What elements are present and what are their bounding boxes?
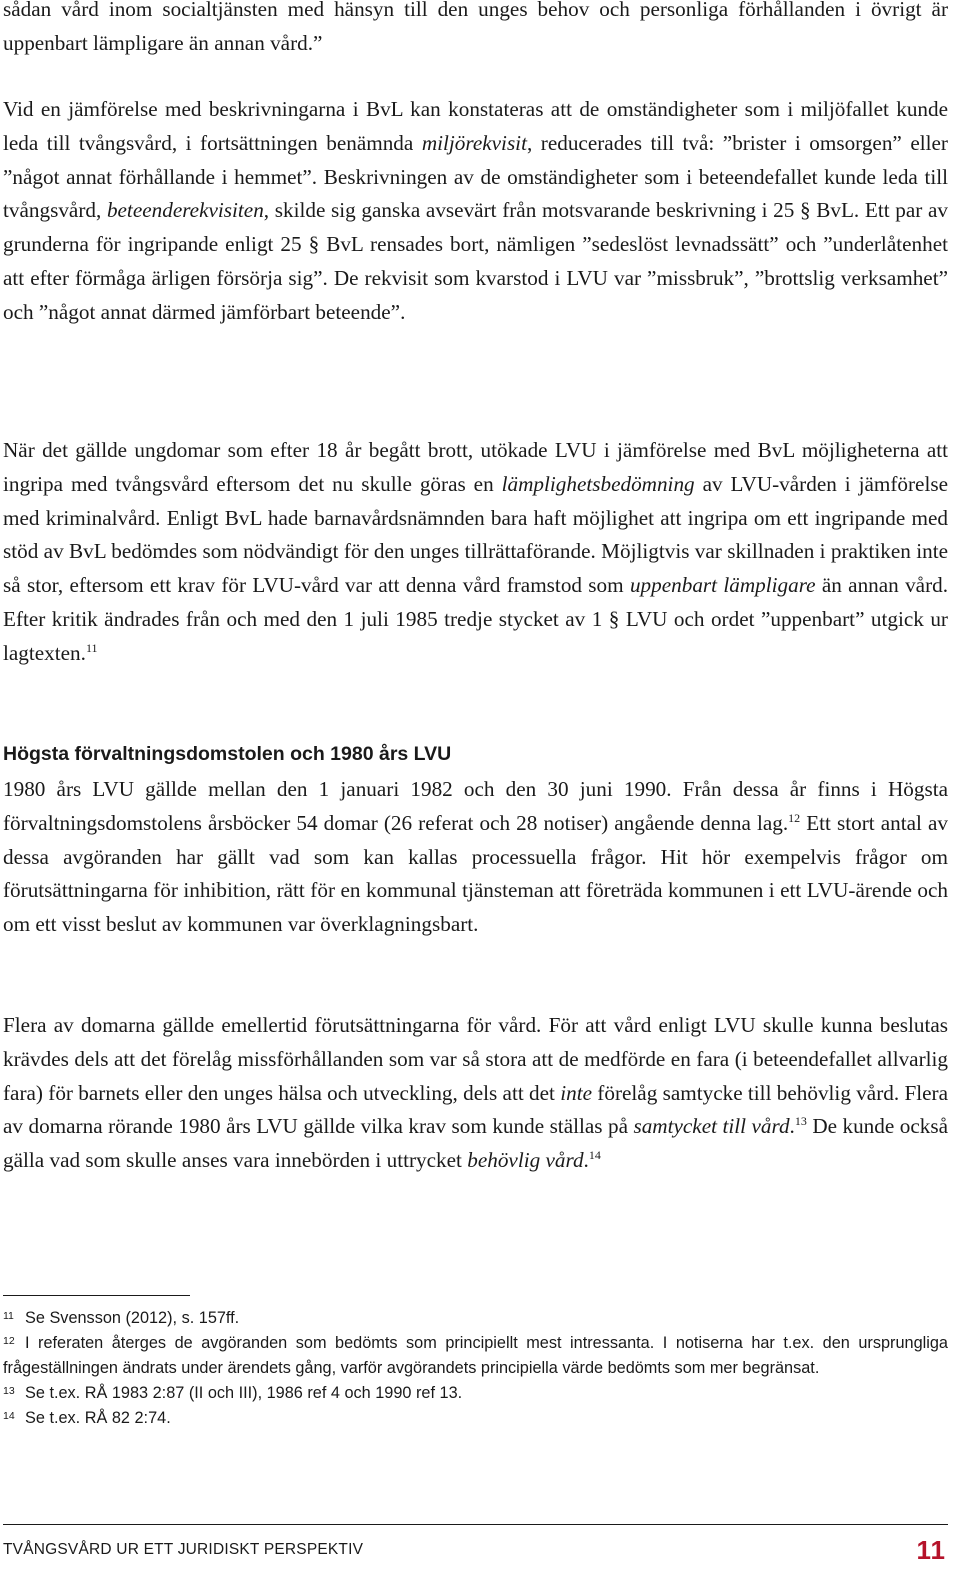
- paragraph-text: När det gällde ungdomar som efter 18 år begått brott, utökade LVU i jämförelse med BvL möjligheterna att ingripa med tvångsvård eftersom det nu skulle göras en: [3, 438, 948, 496]
- paragraph-text: förelåg samtycke till behövlig vård. Flera av domarna rörande 1980 års LVU gällde vilka krav som kunde ställas på: [3, 1080, 948, 1139]
- footnote-14: [3, 1406, 948, 1431]
- paragraph-text: än annan vård. Efter kritik ändrades från och med den 1 juli 1985 tredje stycket av 1 § LVU och ordet ”uppenbart” utgick ur lagtexten.: [3, 573, 949, 665]
- footnote-reference[interactable]: 12: [788, 810, 801, 825]
- footnote-reference[interactable]: 11: [85, 640, 98, 655]
- running-title: TVÅNGSVÅRD UR ETT JURIDISKT PERSPEKTIV: [3, 1541, 364, 1558]
- footnote-number: 14: [3, 1410, 15, 1422]
- footnote-reference[interactable]: 13: [794, 1114, 807, 1129]
- paragraph-text: .: [583, 1148, 589, 1173]
- footnotes: [3, 1306, 948, 1431]
- paragraph-1: [3, 0, 948, 61]
- italic-term: samtycket till vård: [633, 1114, 790, 1139]
- paragraph-text: Flera av domarna gällde emellertid förutsättningarna för vård. För att vård enligt LVU skulle kunna beslutas krävdes dels att det förelåg missförhållanden som var så stora att de medförde en fara (i beteendefallet allvarlig fara) för barnets eller den unges hälsa och utveckling, dels att det: [3, 1013, 948, 1105]
- paragraph-text: sådan vård inom socialtjänsten med hänsyn till den unges behov och personliga förhållanden i övrigt är uppenbart lämpligare än annan vård.”: [3, 0, 948, 55]
- footnote-11: [3, 1306, 948, 1331]
- footnote-number: 11: [3, 1310, 14, 1322]
- footnote-text: I referaten återges de avgöranden som bedömts som principiellt mest intressanta. I notiserna har t.ex. den ursprungliga frågeställningen ändrats under ärendets gång, varför avgörandets principiella värde bedömts som mer begränsat.: [3, 1334, 948, 1377]
- paragraph-5: [3, 1009, 948, 1178]
- italic-term: miljörekvisit: [421, 130, 527, 155]
- footnote-divider: [3, 1295, 190, 1296]
- italic-term: uppenbart lämpligare: [629, 573, 816, 598]
- italic-term: behövlig vård: [467, 1148, 584, 1173]
- italic-term: lämplighetsbedömning: [501, 471, 695, 496]
- footer-divider: [3, 1524, 948, 1525]
- footnote-text: Se t.ex. RÅ 82 2:74.: [25, 1409, 171, 1427]
- footnote-number: 13: [3, 1385, 15, 1397]
- footnote-number: 12: [3, 1335, 15, 1347]
- footnote-reference[interactable]: 14: [588, 1148, 601, 1163]
- footnote-text: Se t.ex. RÅ 1983 2:87 (II och III), 1986 ref 4 och 1990 ref 13.: [25, 1384, 463, 1402]
- paragraph-text: , reducerades till två: ”brister i omsorgen” eller ”något annat förhållande i hemmet”. Beskrivningen av de omständigheter som i beteendefallet kunde leda till tvångsvård,: [3, 130, 948, 223]
- paragraph-text: .: [789, 1114, 795, 1139]
- footnote-13: [3, 1381, 948, 1406]
- italic-term: beteenderekvisiten: [106, 198, 264, 223]
- paragraph-text: Ett stort antal av dessa avgöranden har gällt vad som kan kallas processuella frågor. Hit hör exempelvis frågor om förutsättningarna för inhibition, rätt för en kommunal tjänsteman att företräda kommunen i ett LVU-ärende och om ett visst beslut av kommunen var överklagningsbart.: [3, 810, 948, 937]
- page-number: 11: [916, 1535, 946, 1565]
- paragraph-text: , skilde sig ganska avsevärt från motsvarande beskrivning i 25 § BvL. Ett par av grunderna för ingripande enligt 25 § BvL rensades bort, nämligen ”sedeslöst levnadssätt” och ”underlåtenhet att efter förmåga ärligen försörja sig”. De rekvisit som kvarstod i LVU var ”missbruk”, ”brottslig verksamhet” och ”något annat därmed jämförbart beteende”.: [3, 198, 949, 324]
- paragraph-text: Vid en jämförelse med beskrivningarna i BvL kan konstateras att de omständigheter som i miljöfallet kunde leda till tvångsvård, i fortsättningen benämnda: [3, 97, 948, 155]
- paragraph-3: [3, 434, 948, 671]
- paragraph-text: av LVU-vården i jämförelse med kriminalvård. Enligt BvL hade barnavårdsnämnden bara haft möjlighet att ingripa om ett ingripande med stöd av BvL bedömdes som nödvändigt för den unges tillrättaförande. Möjligtvis var skillnaden i praktiken inte så stor, eftersom ett krav för LVU-vård var att denna vård framstod som: [3, 471, 948, 598]
- section-heading: Högsta förvaltningsdomstolen och 1980 års LVU: [3, 743, 452, 765]
- footnote-text: Se Svensson (2012), s. 157ff.: [25, 1309, 240, 1327]
- footnote-12: [3, 1331, 948, 1381]
- italic-term: inte: [560, 1080, 592, 1105]
- paragraph-text: De kunde också gälla vad som skulle anses vara innebörden i uttrycket: [3, 1114, 948, 1173]
- paragraph-text: 1980 års LVU gällde mellan den 1 januari 1982 och den 30 juni 1990. Från dessa år finns i Högsta förvaltningsdomstolens årsböcker 54 domar (26 referat och 28 notiser) angående denna lag.: [3, 777, 948, 835]
- paragraph-4: [3, 773, 948, 942]
- paragraph-2: [3, 93, 948, 330]
